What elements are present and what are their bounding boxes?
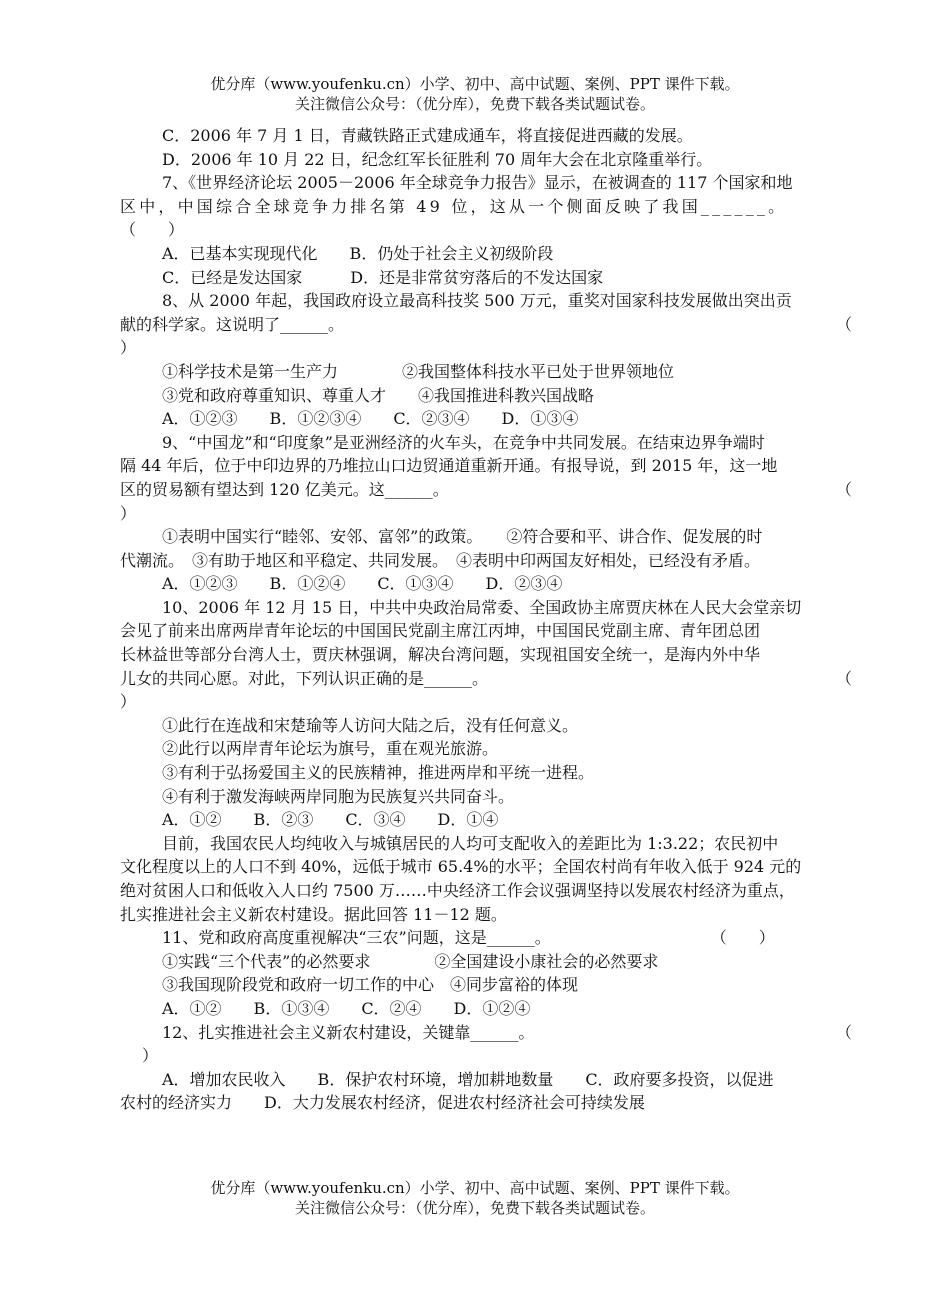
q8-options: A．①②③ B．①②③④ C．②③④ D．①③④: [162, 409, 579, 429]
q7-options-cd: C．已经是发达国家 D．还是非常贫穷落后的不发达国家: [162, 267, 604, 287]
q8-bracket-open: （: [835, 314, 852, 334]
footer-line-1: 优分库（www.youfenku.cn）小学、初中、高中试题、案例、PPT 课件下载。: [210, 1179, 740, 1197]
q9-stem-line2: 隔 44 年后，位于中印边界的乃堆拉山口边贸通道重新开通。有报导说，到 2015 年，这一地: [120, 456, 778, 476]
q11-statements-1: ①实践“三个代表”的必然要求 ②全国建设小康社会的必然要求: [162, 951, 659, 971]
q10-stem-line1: 10、2006 年 12 月 15 日，中共中央政治局常委、全国政协主席贾庆林在人民大会堂亲切: [162, 597, 802, 617]
q10-statement-3: ③有利于弘扬爱国主义的民族精神，推进两岸和平统一进程。: [162, 763, 595, 783]
q6-option-c: C．2006 年 7 月 1 日，青藏铁路正式建成通车，将直接促进西藏的发展。: [162, 126, 693, 145]
q8-statements-1: ①科学技术是第一生产力 ②我国整体科技水平已处于世界领地位: [162, 361, 675, 381]
page-footer: [0, 1178, 950, 1218]
q11-bracket: （ ）: [710, 928, 775, 948]
material-line2: 文化程度以上的人口不到 40%，远低于城市 65.4%的水平；全国农村尚有年收入低于 924 元的: [120, 857, 802, 877]
q7-answer-bracket: （ ）: [120, 220, 185, 240]
q10-bracket-open: （: [835, 668, 852, 688]
q9-stem-line1: 9、“中国龙”和“印度象”是亚洲经济的火车头，在竞争中共同发展。在结束边界争端时: [162, 432, 765, 452]
q12-bracket-close: ）: [142, 1046, 159, 1066]
q8-stem-text: 献的科学家。这说明了______。: [120, 314, 345, 334]
q10-stem-line2: 会见了前来出席两岸青年论坛的中国国民党副主席江丙坤，中国国民党副主席、青年团总团: [120, 621, 761, 641]
q10-stem-line4: [120, 667, 852, 691]
q11-statements-2: ③我国现阶段党和政府一切工作的中心 ④同步富裕的体现: [162, 975, 579, 995]
q7-stem-line1: 7、《世界经济论坛 2005－2006 年全球竞争力报告》显示，在被调查的 117 个国家和地: [162, 173, 793, 193]
material-line4: 扎实推进社会主义新农村建设。据此回答 11－12 题。: [120, 904, 507, 924]
q10-options: A．①② B．②③ C．③④ D．①④: [162, 810, 499, 830]
q10-statement-1: ①此行在连战和宋楚瑜等人访问大陆之后，没有任何意义。: [162, 715, 579, 735]
material-line1: 目前，我国农民人均纯收入与城镇居民的人均可支配收入的差距比为 1:3.22；农民初中: [162, 833, 779, 853]
q12-stem: [120, 1021, 852, 1045]
header-line-2: 关注微信公众号：（优分库），免费下载各类试题试卷。: [294, 95, 655, 113]
q11-options: A．①② B．①③④ C．②④ D．①②④: [162, 998, 531, 1018]
q10-statement-2: ②此行以两岸青年论坛为旗号，重在观光旅游。: [162, 739, 499, 759]
q12-options-line1: A．增加农民收入 B．保护农村环境，增加耕地数量 C．政府要多投资，以促进: [162, 1069, 774, 1089]
q9-bracket-open: （: [835, 479, 852, 499]
q12-options-line2: 农村的经济实力 D．大力发展农村经济，促进农村经济社会可持续发展: [120, 1093, 645, 1113]
q7-stem-line2: 区中，中国综合全球竞争力排名第 49 位，这从一个侧面反映了我国______。: [120, 196, 788, 216]
q9-stem-line3: [120, 478, 852, 502]
q9-stem-text: 区的贸易额有望达到 120 亿美元。这______。: [120, 479, 449, 499]
q8-stem-line2: [120, 313, 852, 337]
q6-option-d: D．2006 年 10 月 22 日，纪念红军长征胜利 70 周年大会在北京隆重举行。: [162, 149, 713, 169]
q9-options: A．①②③ B．①②④ C．①③④ D．②③④: [162, 574, 563, 594]
q11-stem: [120, 926, 852, 950]
header-line-1: 优分库（www.youfenku.cn）小学、初中、高中试题、案例、PPT 课件下载。: [210, 75, 740, 93]
question-body: [120, 124, 852, 1115]
q12-bracket-open: （: [835, 1022, 852, 1042]
footer-line-2: 关注微信公众号：（优分库），免费下载各类试题试卷。: [294, 1199, 655, 1217]
material-line3: 绝对贫困人口和低收入人口约 7500 万……中央经济工作会议强调坚持以发展农村经济为重点，: [120, 881, 795, 900]
q10-stem-line3: 长林益世等部分台湾人士，贾庆林强调，解决台湾问题，实现祖国安全统一，是海内外中华: [120, 645, 761, 665]
q10-bracket-close: ）: [120, 692, 137, 712]
q9-statements-2: 代潮流。 ③有助于地区和平稳定、共同发展。 ④表明中印两国友好相处，已经没有矛盾。: [120, 550, 761, 570]
q9-bracket-close: ）: [120, 503, 137, 523]
q12-stem-text: 12、扎实推进社会主义新农村建设，关键靠______。: [162, 1022, 535, 1042]
q11-stem-text: 11、党和政府高度重视解决“三农”问题，这是______。: [162, 928, 551, 948]
q8-statements-2: ③党和政府尊重知识、尊重人才 ④我国推进科教兴国战略: [162, 385, 595, 405]
q7-options-ab: A．已基本实现现代化 B．仍处于社会主义初级阶段: [162, 243, 554, 263]
q8-stem-line1: 8、从 2000 年起，我国政府设立最高科技奖 500 万元，重奖对国家科技发展做出突出贡: [162, 291, 792, 311]
page-header: [0, 74, 950, 114]
q10-statement-4: ④有利于激发海峡两岸同胞为民族复兴共同奋斗。: [162, 786, 515, 806]
q10-stem-text: 儿女的共同心愿。对此，下列认识正确的是______。: [120, 668, 489, 688]
q8-bracket-close: ）: [120, 338, 137, 358]
q9-statements-1: ①表明中国实行“睦邻、安邻、富邻”的政策。 ②符合要和平、讲合作、促发展的时: [162, 527, 763, 547]
